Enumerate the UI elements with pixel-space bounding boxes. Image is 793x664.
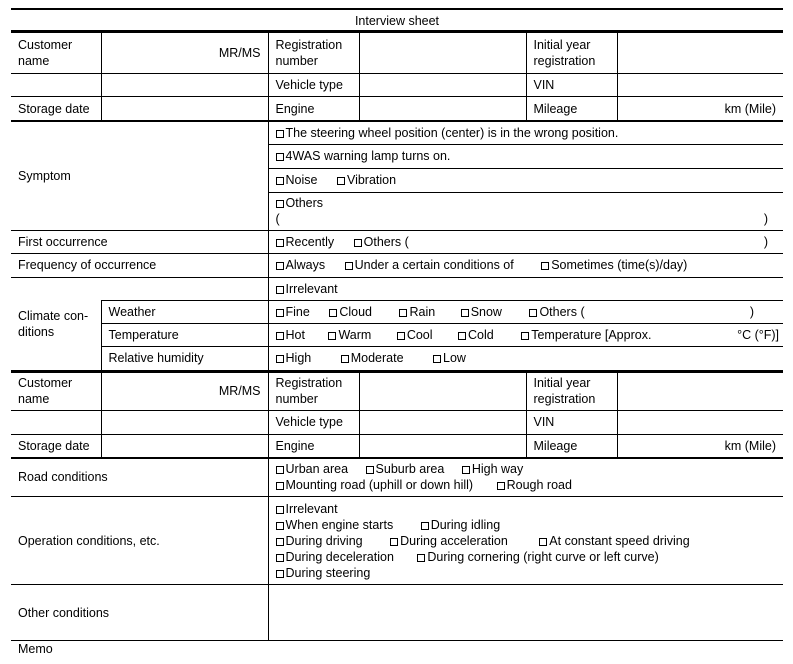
checkbox-icon <box>276 522 284 530</box>
humidity-moderate-option[interactable]: Moderate <box>341 350 404 366</box>
initial-year-registration-label-2: Initial year registration <box>526 372 617 410</box>
checkbox-icon <box>366 466 374 474</box>
initial-year-registration-field-2[interactable] <box>617 372 783 410</box>
weather-paren-close: ) <box>749 304 755 319</box>
memo-label: Memo <box>18 642 53 656</box>
checkbox-icon <box>458 332 466 340</box>
registration-number-field[interactable] <box>359 33 526 74</box>
weather-rain-option[interactable]: Rain <box>399 304 435 320</box>
mr-ms-field-2[interactable] <box>101 372 268 410</box>
checkbox-icon <box>276 482 284 490</box>
symptom-label: Symptom <box>11 121 268 230</box>
checkbox-icon <box>276 262 284 270</box>
operation-engine-starts-option[interactable]: When engine starts <box>276 517 394 533</box>
storage-date-label-2: Storage date <box>11 434 101 458</box>
checkbox-icon <box>399 309 407 317</box>
sheet-title: Interview sheet <box>11 8 783 32</box>
temperature-warm-option[interactable]: Warm <box>328 327 371 343</box>
weather-fine-option[interactable]: Fine <box>276 304 310 320</box>
interview-table-symptom <box>11 120 783 371</box>
temperature-unit: °C (°F)] <box>737 327 780 342</box>
checkbox-icon <box>421 522 429 530</box>
checkbox-icon <box>276 286 284 294</box>
interview-table-conditions <box>11 457 783 641</box>
customer-name-spacer <box>101 74 268 97</box>
climate-conditions-label: Climate con-ditions <box>11 277 101 370</box>
other-conditions-label: Other conditions <box>11 585 268 641</box>
customer-name-label: Customer name <box>11 33 101 74</box>
operation-steering-option[interactable]: During steering <box>276 565 371 581</box>
first-occurrence-recently-option[interactable]: Recently <box>276 234 335 250</box>
storage-date-label: Storage date <box>11 97 101 121</box>
checkbox-icon <box>461 309 469 317</box>
checkbox-icon <box>276 538 284 546</box>
humidity-options <box>268 346 783 370</box>
checkbox-icon <box>276 466 284 474</box>
vin-label-2: VIN <box>526 410 617 434</box>
storage-date-field[interactable] <box>101 97 268 121</box>
checkbox-icon <box>276 332 284 340</box>
mr-ms-field[interactable] <box>101 33 268 74</box>
road-mounting-option[interactable]: Mounting road (uphill or down hill) <box>276 477 474 493</box>
checkbox-icon <box>276 177 284 185</box>
weather-options <box>268 300 783 323</box>
checkbox-icon <box>539 538 547 546</box>
operation-cornering-option[interactable]: During cornering (right curve or left curve) <box>417 549 658 565</box>
temperature-label: Temperature <box>101 323 268 346</box>
humidity-high-option[interactable]: High <box>276 350 312 366</box>
symptom-option-line2[interactable]: 4WAS warning lamp turns on. <box>268 144 783 168</box>
registration-number-field-2[interactable] <box>359 372 526 410</box>
road-conditions-label: Road conditions <box>11 458 268 497</box>
checkbox-icon <box>276 130 284 138</box>
checkbox-icon <box>276 153 284 161</box>
operation-irrelevant-option[interactable]: Irrelevant <box>276 501 338 517</box>
checkbox-icon <box>521 332 529 340</box>
engine-label-2: Engine <box>268 434 359 458</box>
interview-table-top <box>11 32 783 121</box>
vehicle-type-field-2[interactable] <box>359 410 526 434</box>
road-highway-option[interactable]: High way <box>462 461 523 477</box>
operation-idling-option[interactable]: During idling <box>421 517 500 533</box>
first-occurrence-label: First occurrence <box>11 230 268 253</box>
first-occurrence-options <box>268 230 783 253</box>
checkbox-icon <box>276 570 284 578</box>
interview-table-second <box>11 371 783 459</box>
weather-cloud-option[interactable]: Cloud <box>329 304 372 320</box>
temperature-hot-option[interactable]: Hot <box>276 327 305 343</box>
humidity-label: Relative humidity <box>101 346 268 370</box>
checkbox-icon <box>417 554 425 562</box>
climate-irrelevant-option[interactable]: Irrelevant <box>268 277 783 300</box>
initial-year-registration-field[interactable] <box>617 33 783 74</box>
checkbox-icon <box>276 309 284 317</box>
checkbox-icon <box>397 332 405 340</box>
temperature-cool-option[interactable]: Cool <box>397 327 433 343</box>
weather-label: Weather <box>101 300 268 323</box>
mileage-field[interactable] <box>617 97 783 121</box>
vin-field-2[interactable] <box>617 410 783 434</box>
checkbox-icon <box>329 309 337 317</box>
checkbox-icon <box>276 239 284 247</box>
storage-date-field-2[interactable] <box>101 434 268 458</box>
engine-field[interactable] <box>359 97 526 121</box>
frequency-options <box>268 253 783 277</box>
mr-ms-label-2: MR/MS <box>218 384 261 399</box>
symptom-options-noise-vibration <box>268 168 783 192</box>
initial-year-registration-label: Initial year registration <box>526 33 617 74</box>
first-occurrence-paren-close: ) <box>763 234 769 249</box>
mileage-unit: km (Mile) <box>724 101 776 116</box>
mileage-label-2: Mileage <box>526 434 617 458</box>
symptom-option-line1[interactable]: The steering wheel position (center) is in the wrong position. <box>268 121 783 144</box>
vin-field[interactable] <box>617 74 783 97</box>
checkbox-icon <box>541 262 549 270</box>
vehicle-type-label-2: Vehicle type <box>268 410 359 434</box>
frequency-always-option[interactable]: Always <box>276 257 326 273</box>
customer-name-spacer-2 <box>101 410 268 434</box>
mr-ms-label: MR/MS <box>218 46 261 60</box>
mileage-unit-2: km (Mile) <box>724 439 776 453</box>
frequency-under-conditions-option[interactable]: Under a certain conditions of <box>345 257 514 273</box>
checkbox-icon <box>433 355 441 363</box>
checkbox-icon <box>529 309 537 317</box>
registration-number-label-2: Registration number <box>268 372 359 410</box>
checkbox-icon <box>497 482 505 490</box>
vehicle-type-field[interactable] <box>359 74 526 97</box>
temperature-options <box>268 323 783 346</box>
operation-conditions-options <box>268 497 783 585</box>
temperature-approx-option[interactable]: Temperature [Approx. <box>521 327 651 343</box>
engine-field-2[interactable] <box>359 434 526 458</box>
checkbox-icon <box>462 466 470 474</box>
first-occurrence-others-option[interactable]: Others ( <box>354 234 409 250</box>
operation-constant-speed-option[interactable]: At constant speed driving <box>539 533 689 549</box>
checkbox-icon <box>341 355 349 363</box>
engine-label: Engine <box>268 97 359 121</box>
operation-conditions-label: Operation conditions, etc. <box>11 497 268 585</box>
mileage-label: Mileage <box>526 97 617 121</box>
road-suburb-option[interactable]: Suburb area <box>366 461 445 477</box>
customer-name-spacer-2 <box>11 410 101 434</box>
customer-name-spacer <box>11 74 101 97</box>
weather-others-option[interactable]: Others ( <box>529 304 584 320</box>
checkbox-icon <box>390 538 398 546</box>
temperature-cold-option[interactable]: Cold <box>458 327 494 343</box>
operation-deceleration-option[interactable]: During deceleration <box>276 549 394 565</box>
operation-acceleration-option[interactable]: During acceleration <box>390 533 508 549</box>
symptom-others-option[interactable]: Others ( ) <box>268 192 783 230</box>
road-conditions-options <box>268 458 783 497</box>
checkbox-icon <box>276 506 284 514</box>
checkbox-icon <box>345 262 353 270</box>
registration-number-label: Registration number <box>268 33 359 74</box>
checkbox-icon <box>276 554 284 562</box>
frequency-label: Frequency of occurrence <box>11 253 268 277</box>
vehicle-type-label: Vehicle type <box>268 74 359 97</box>
checkbox-icon <box>276 200 284 208</box>
other-conditions-field[interactable] <box>268 585 783 641</box>
frequency-sometimes-option[interactable]: Sometimes (time(s)/day) <box>541 257 687 273</box>
customer-name-label-2: Customer name <box>11 372 101 410</box>
checkbox-icon <box>354 239 362 247</box>
symptom-vibration-option[interactable]: Vibration <box>337 172 396 188</box>
road-urban-option[interactable]: Urban area <box>276 461 349 477</box>
checkbox-icon <box>337 177 345 185</box>
checkbox-icon <box>328 332 336 340</box>
weather-snow-option[interactable]: Snow <box>461 304 502 320</box>
vin-label: VIN <box>526 74 617 97</box>
symptom-noise-option[interactable]: Noise <box>276 172 318 188</box>
humidity-low-option[interactable]: Low <box>433 350 466 366</box>
mileage-field-2[interactable] <box>617 434 783 458</box>
checkbox-icon <box>276 355 284 363</box>
road-rough-option[interactable]: Rough road <box>497 477 572 493</box>
operation-driving-option[interactable]: During driving <box>276 533 363 549</box>
climate-irrelevant-spacer <box>101 277 268 300</box>
